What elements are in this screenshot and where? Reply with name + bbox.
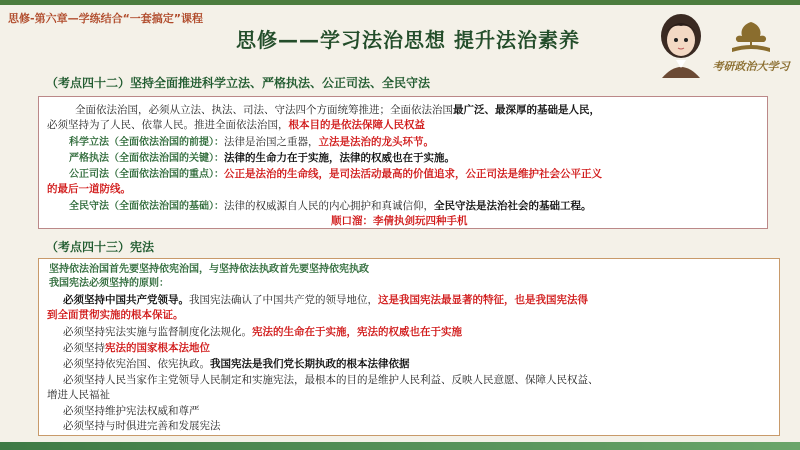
principle-6: 必须坚持维护宪法权威和尊严 bbox=[63, 405, 200, 417]
principle-7: 必须坚持与时俱进完善和发展宪法 bbox=[63, 420, 221, 432]
item-justice bbox=[69, 167, 602, 182]
item-label: 严格执法（全面依法治国的关键）： bbox=[69, 153, 224, 164]
item-label: 全民守法（全面依法治国的基础）： bbox=[69, 201, 224, 212]
brand-logo bbox=[710, 14, 792, 82]
principle-emphasis: 必须坚持中国共产党领导。 bbox=[63, 294, 189, 306]
principle-text: 我国宪法确认了中国共产党的领导地位， bbox=[189, 294, 378, 306]
principle-text: 必须坚持宪法实施与监督制度化法规化。 bbox=[63, 326, 252, 338]
principle-text: 必须坚持 bbox=[63, 342, 105, 354]
principle-1-cont bbox=[47, 308, 184, 322]
item-observance bbox=[69, 199, 592, 214]
mnemonic: 顺口溜：李倩执剑玩四种手机 bbox=[331, 215, 468, 227]
top-strip bbox=[0, 0, 800, 5]
constitution-line-1: 坚持依法治国首先要坚持依宪治国，与坚持依法执政首先要坚持依宪执政 bbox=[49, 264, 369, 275]
intro-text: 全面依法治国，必须从立法、执法、司法、守法四个方面统筹推进；全面依法治国 bbox=[75, 104, 453, 116]
principle-1 bbox=[63, 293, 588, 307]
item-legislation bbox=[69, 135, 434, 150]
page-title: 思修——学习法治思想 提升法治素养 bbox=[236, 28, 580, 52]
item-label: 科学立法（全面依法治国的前提）： bbox=[69, 137, 224, 148]
item-emphasis: 立法是法治的龙头环节。 bbox=[318, 136, 434, 148]
section-title-42: （考点四十二）坚持全面推进科学立法、严格执法、公正司法、全民守法 bbox=[46, 76, 431, 90]
avatar bbox=[652, 10, 710, 78]
item-emphasis: 法律的生命力在于实施，法律的权威也在于实施。 bbox=[224, 152, 455, 164]
item-emphasis: 公正是法治的生命线，是司法活动最高的价值追求，公正司法是维护社会公平正义 bbox=[224, 168, 602, 180]
constitution-line-2: 我国宪法必须坚持的原则： bbox=[49, 278, 169, 289]
principle-emphasis-red: 这是我国宪法最显著的特征，也是我国宪法得 bbox=[378, 294, 588, 306]
item-text: 法律的权威源自人民的内心拥护和真诚信仰， bbox=[224, 200, 434, 212]
intro-line-1 bbox=[75, 103, 600, 117]
principle-5-cont: 增进人民福祉 bbox=[47, 389, 110, 401]
principle-4 bbox=[63, 357, 410, 371]
intro-text-2: 必须坚持为了人民、依靠人民。推进全面依法治国， bbox=[47, 119, 289, 131]
principle-emphasis-red: 宪法的生命在于实施，宪法的权威也在于实施 bbox=[252, 326, 462, 338]
book-tree-icon bbox=[710, 14, 792, 58]
principle-2 bbox=[63, 325, 462, 339]
principle-emphasis-red: 到全面贯彻实施的根本保证。 bbox=[47, 309, 184, 321]
content-box-42 bbox=[38, 96, 768, 229]
brand-text: 考研政治大学习 bbox=[712, 60, 790, 73]
principle-emphasis: 我国宪法是我们党长期执政的根本法律依据 bbox=[210, 358, 410, 370]
item-emphasis: 全民守法是法治社会的基础工程。 bbox=[434, 200, 592, 212]
item-emphasis-cont: 的最后一道防线。 bbox=[47, 183, 131, 195]
principle-3 bbox=[63, 341, 210, 355]
intro-emphasis-red: 根本目的是依法保障人民权益 bbox=[288, 119, 425, 131]
item-label: 公正司法（全面依法治国的重点）： bbox=[69, 169, 224, 180]
intro-emphasis: 最广泛、最深厚的基础是人民， bbox=[453, 104, 600, 116]
course-label: 思修-第六章—学练结合“一套搞定”课程 bbox=[8, 12, 204, 25]
intro-line-2 bbox=[47, 118, 425, 132]
principle-text: 必须坚持依宪治国、依宪执政。 bbox=[63, 358, 210, 370]
item-justice-cont bbox=[47, 182, 131, 196]
item-enforcement bbox=[69, 151, 455, 166]
item-text: 法律是治国之重器， bbox=[224, 136, 319, 148]
bottom-strip bbox=[0, 442, 800, 450]
principle-5: 必须坚持人民当家作主党领导人民制定和实施宪法，最根本的目的是维护人民利益、反映人民意愿、保障人民权益、 bbox=[63, 374, 599, 386]
section-title-43: （考点四十三）宪法 bbox=[46, 240, 155, 254]
principle-emphasis-red: 宪法的国家根本法地位 bbox=[105, 342, 210, 354]
content-box-43 bbox=[38, 258, 780, 436]
